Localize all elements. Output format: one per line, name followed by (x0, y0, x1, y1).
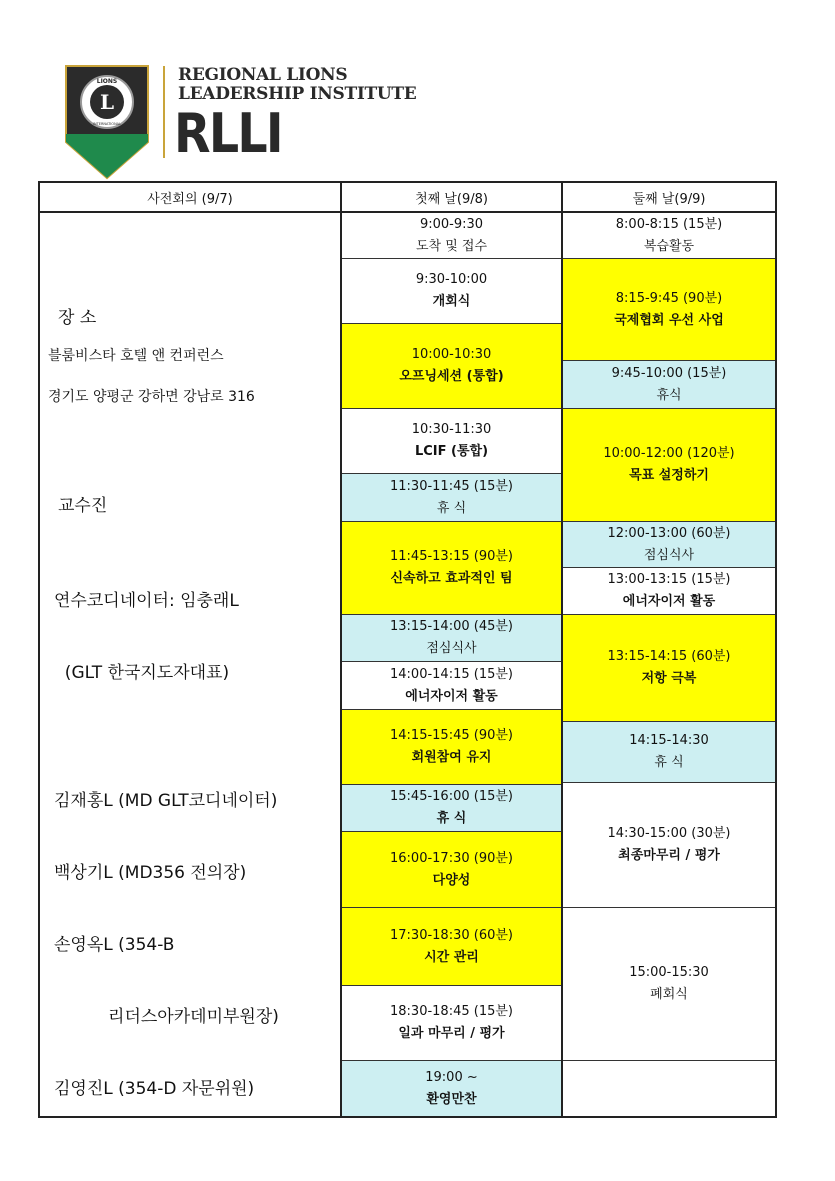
session-title: 최종마무리 / 평가 (618, 848, 720, 863)
day2-session-5 (563, 522, 775, 568)
day1-session-14 (342, 1061, 561, 1116)
session-title: 오프닝세션 (통합) (399, 369, 504, 384)
day2-session-10 (563, 908, 775, 1061)
session-time: 17:30-18:30 (60분) (390, 927, 513, 943)
org-name-line1: REGIONAL LIONS (178, 65, 348, 85)
session-time: 10:00-10:30 (411, 347, 492, 362)
session-time: 12:00-13:00 (60분) (607, 525, 731, 541)
day1-session-11 (342, 832, 561, 908)
session-time: 14:15-14:30 (629, 733, 709, 748)
session-title: 일과 마무리 / 평가 (398, 1026, 505, 1041)
session-time: 9:00-9:30 (419, 216, 484, 232)
faculty-list (54, 541, 279, 1125)
day1-session-5 (342, 474, 561, 522)
faculty-item: 김영진L (354-D 자문위원) (54, 1079, 255, 1099)
day1-session-10 (342, 785, 561, 832)
faculty-item: 리더스아카데미부원장) (54, 1007, 279, 1027)
session-time: 16:00-17:30 (90분) (390, 850, 513, 866)
session-time: 9:30-10:00 (415, 272, 488, 287)
venue-address: 경기도 양평군 강하면 강남로 316 (48, 389, 255, 405)
day1-session-3 (342, 324, 561, 409)
header-divider (163, 66, 165, 158)
faculty-item: (GLT 한국지도자대표) (54, 663, 230, 683)
session-title: 다양성 (432, 872, 471, 888)
session-title: 신속하고 효과적인 팀 (390, 571, 513, 586)
session-title: 개회식 (432, 294, 471, 309)
session-title: 폐회식 (650, 987, 688, 1002)
logo-text-top: LIONS (96, 78, 118, 85)
faculty-item: 백상기L (MD356 전의장) (54, 863, 247, 883)
column-header-day1: 첫째 날(9/8) (342, 183, 561, 213)
day1-session-9 (342, 710, 561, 785)
day2-session-8 (563, 722, 775, 783)
org-acronym: RLLI (174, 102, 282, 165)
session-title: LCIF (통합) (414, 444, 489, 459)
logo-letter: L (99, 90, 115, 114)
session-time: 11:30-11:45 (15분) (390, 478, 513, 494)
session-time: 10:30-11:30 (411, 422, 492, 437)
session-title: 점심식사 (426, 641, 477, 656)
session-title: 휴 식 (436, 500, 467, 516)
session-title: 휴 식 (654, 755, 684, 770)
venue-heading: 장 소 (58, 308, 97, 328)
day1-session-4 (342, 409, 561, 474)
session-time: 9:45-10:00 (15분) (611, 365, 727, 381)
faculty-item: 김재홍L (MD GLT코디네이터) (54, 791, 278, 811)
session-title: 회원참여 유지 (411, 750, 492, 765)
day1-session-13 (342, 986, 561, 1061)
day2-session-1 (563, 213, 775, 259)
session-title: 시간 관리 (424, 949, 479, 965)
day2-session-3 (563, 361, 775, 409)
session-time: 10:00-12:00 (120분) (603, 446, 735, 461)
lions-shield-logo (64, 64, 150, 180)
day2-session-4 (563, 409, 775, 522)
day2-session-9 (563, 783, 775, 908)
logo-text-bottom: INTERNATIONAL (92, 122, 122, 126)
session-time: 14:15-15:45 (90분) (390, 728, 513, 743)
session-time: 13:15-14:00 (45분) (390, 619, 513, 634)
session-time: 15:00-15:30 (629, 965, 709, 980)
faculty-item: 연수코디네이터: 임충래L (54, 591, 239, 611)
session-title: 휴 식 (436, 811, 467, 826)
session-time: 8:15-9:45 (90분) (615, 290, 723, 306)
session-title: 에너자이저 활동 (405, 688, 498, 704)
session-title: 국제협회 우선 사업 (614, 312, 724, 328)
day2-session-6 (563, 568, 775, 615)
session-time: 18:30-18:45 (15분) (390, 1004, 513, 1019)
day2-session-2 (563, 259, 775, 361)
faculty-item: 손영옥L (354-B (54, 935, 175, 955)
session-title: 환영만찬 (426, 1091, 477, 1107)
column-header-day2: 둘째 날(9/9) (563, 183, 775, 213)
session-time: 13:00-13:15 (15분) (607, 572, 731, 587)
session-time: 11:45-13:15 (90분) (390, 549, 513, 564)
session-title: 에너자이저 활동 (622, 594, 716, 609)
faculty-heading: 교수진 (58, 496, 108, 516)
session-title: 휴식 (656, 387, 682, 403)
session-title: 점심식사 (643, 547, 695, 563)
day1-session-6 (342, 522, 561, 615)
day1-session-1 (342, 213, 561, 259)
day1-session-7 (342, 615, 561, 662)
day1-session-2 (342, 259, 561, 324)
venue-name: 블룸비스타 호텔 앤 컨퍼런스 (48, 348, 224, 364)
session-time: 19:00 ~ (425, 1069, 478, 1085)
day2-session-7 (563, 615, 775, 722)
session-title: 복습활동 (643, 238, 695, 254)
session-time: 13:15-14:15 (60분) (607, 649, 731, 664)
day1-session-8 (342, 662, 561, 710)
session-time: 15:45-16:00 (15분) (390, 789, 513, 804)
session-title: 목표 설정하기 (629, 468, 709, 483)
day2-session-11 (563, 1061, 775, 1116)
session-title: 도착 및 접수 (415, 238, 488, 254)
session-time: 14:30-15:00 (30분) (607, 826, 731, 841)
day1-session-12 (342, 908, 561, 986)
column-header-pre: 사전회의 (9/7) (40, 183, 340, 213)
session-title: 저항 극복 (641, 671, 697, 686)
session-time: 8:00-8:15 (15분) (615, 216, 723, 232)
org-name-line2: LEADERSHIP INSTITUTE (178, 84, 417, 104)
session-time: 14:00-14:15 (15분) (390, 666, 513, 682)
